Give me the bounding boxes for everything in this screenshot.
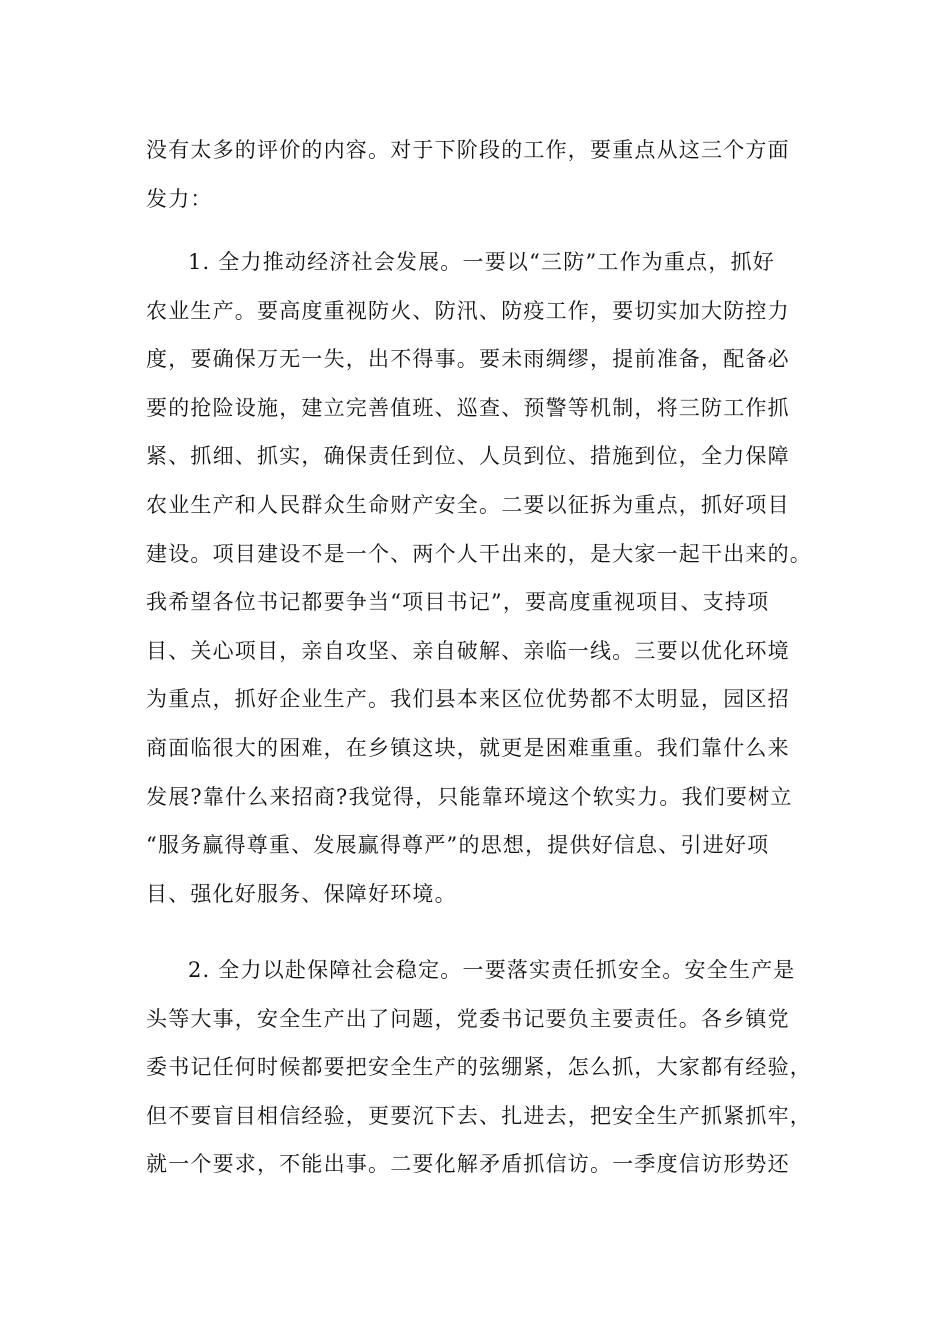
text-line: 头等大事，安全生产出了问题，党委书记要负主要责任。各乡镇党 — [146, 1006, 790, 1031]
text-line: “服务赢得尊重、发展赢得尊严”的思想，提供好信息、引进好项 — [146, 833, 770, 858]
text-line: 发力： — [146, 186, 213, 211]
text-line: 就一个要求，不能出事。二要化解矛盾抓信访。一季度信访形势还 — [146, 1152, 790, 1177]
text-line: 目、关心项目，亲自攻坚、亲自破解、亲临一线。三要以优化环境 — [146, 638, 790, 663]
text-line: 商面临很大的困难，在乡镇这块，就更是困难重重。我们靠什么来 — [146, 735, 790, 760]
text-line: 农业生产。要高度重视防火、防汛、防疫工作，要切实加大防控力 — [146, 298, 790, 323]
text-line: 农业生产和人民群众生命财产安全。二要以征拆为重点，抓好项目 — [146, 492, 790, 517]
section-2-heading-line: 2. 全力以赴保障社会稳定。一要落实责任抓安全。安全生产是 — [188, 958, 796, 982]
text-line: 发展?靠什么来招商?我觉得，只能靠环境这个软实力。我们要树立 — [146, 784, 793, 809]
text-line: 委书记任何时候都要把安全生产的弦绷紧，怎么抓，大家都有经验， — [146, 1055, 812, 1080]
text-line: 度，要确保万无一失，出不得事。要未雨绸缪，提前准备，配备必 — [146, 347, 790, 372]
text-line: 但不要盲目相信经验，更要沉下去、扎进去，把安全生产抓紧抓牢， — [146, 1103, 812, 1128]
section-1-paragraph — [146, 238, 812, 918]
text-line: 没有太多的评价的内容。对于下阶段的工作，要重点从这三个方面 — [146, 138, 790, 162]
text-line: 紧、抓细、抓实，确保责任到位、人员到位、措施到位，全力保障 — [146, 444, 790, 469]
text-line: 要的抢险设施，建立完善值班、巡查、预警等机制，将三防工作抓 — [146, 395, 790, 420]
intro-paragraph — [146, 126, 806, 223]
text-line: 我希望各位书记都要争当“项目书记”，要高度重视项目、支持项 — [146, 590, 770, 615]
text-line: 目、强化好服务、保障好环境。 — [146, 881, 457, 906]
text-line: 为重点，抓好企业生产。我们县本来区位优势都不太明显，园区招 — [146, 687, 790, 712]
section-2-paragraph — [146, 946, 812, 1189]
text-line: 建设。项目建设不是一个、两个人干出来的，是大家一起干出来的。 — [146, 541, 812, 566]
section-1-heading-line: 1. 全力推动经济社会发展。一要以“三防”工作为重点，抓好 — [188, 250, 775, 274]
